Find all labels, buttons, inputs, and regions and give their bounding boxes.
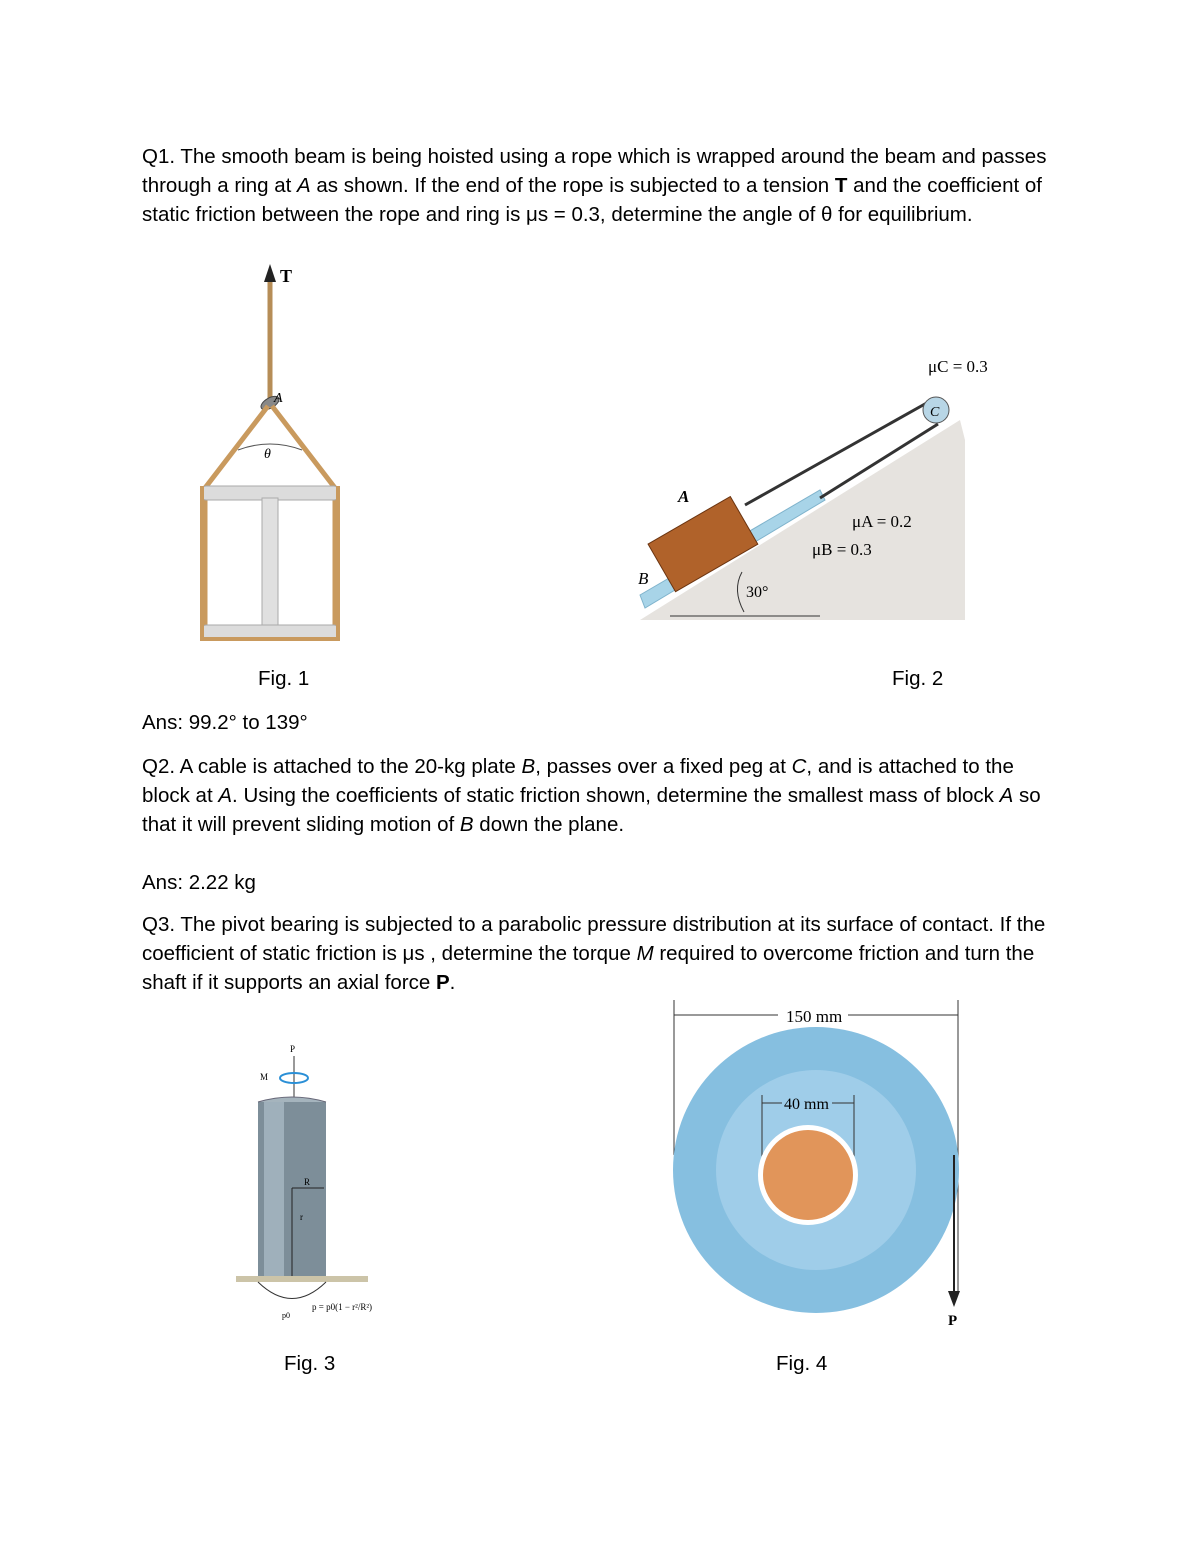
fig3-formula: p = p0(1 − r²/R²) xyxy=(312,1302,373,1312)
fig3-label-M: M xyxy=(260,1072,269,1082)
fig2-label-C: C xyxy=(930,405,940,420)
q1-tension-symbol: T xyxy=(834,174,848,197)
fig4-caption: Fig. 4 xyxy=(776,1352,828,1375)
answer-1: Ans: 99.2° to 139° xyxy=(142,711,308,734)
fig2-label-B: B xyxy=(638,569,649,588)
q1-ring-label: A xyxy=(297,174,311,197)
fig3-label-r: r xyxy=(300,1212,303,1222)
fig2-caption: Fig. 2 xyxy=(892,667,944,690)
q1-text: Q1. The smooth beam is being hoisted using a rope which is wrapped around the beam and passes through a ring at xyxy=(142,145,1047,197)
q3-label-p: P xyxy=(435,971,450,994)
q2-label-a: A xyxy=(218,784,233,807)
question-1 xyxy=(142,142,1062,229)
q3-text: required to overcome friction and turn the shaft if it supports an axial force xyxy=(142,942,1035,994)
fig3-caption: Fig. 3 xyxy=(284,1352,336,1375)
q2-text: , passes over a fixed peg at xyxy=(535,755,792,778)
figure-4-disk xyxy=(670,995,970,1335)
fig2-angle: 30° xyxy=(746,584,769,601)
fig3-label-R: R xyxy=(304,1177,311,1187)
q3-label-m: M xyxy=(636,942,654,965)
q3-text: . xyxy=(449,971,456,994)
q2-text: so that it will prevent sliding motion of xyxy=(142,784,1041,836)
figure-2-incline xyxy=(620,350,1000,630)
q1-text: as shown. If the end of the rope is subjected to a tension xyxy=(310,174,835,197)
question-3 xyxy=(142,910,1062,997)
figure-3-pivot-bearing xyxy=(228,1040,408,1330)
q1-text: and the coefficient of static friction between the rope and ring is μs = 0.3, determine the angle of θ for equilibrium. xyxy=(142,174,1042,226)
fig4-label-P: P xyxy=(948,1313,958,1329)
fig3-label-p0: p0 xyxy=(282,1311,290,1320)
q2-label-a: A xyxy=(999,784,1014,807)
fig4-dim-outer: 150 mm xyxy=(786,1007,843,1026)
q2-label-b: B xyxy=(459,813,474,836)
fig1-label-A: A xyxy=(274,391,283,406)
q3-text: Q3. The pivot bearing is subjected to a parabolic pressure distribution at its surface of contact. If the coefficient of static friction is μs , determine the torque xyxy=(142,913,1046,965)
q2-label-b: B xyxy=(521,755,536,778)
q2-text: , and is attached to the block at xyxy=(142,755,1014,807)
fig2-mu-A: μA = 0.2 xyxy=(852,512,912,531)
fig1-label-theta: θ xyxy=(264,447,271,462)
fig3-label-P: P xyxy=(290,1044,296,1054)
q2-text: Q2. A cable is attached to the 20-kg plate xyxy=(142,755,522,778)
q2-text: . Using the coefficients of static friction shown, determine the smallest mass of block xyxy=(232,784,1000,807)
fig4-dim-inner: 40 mm xyxy=(784,1096,829,1113)
fig1-caption: Fig. 1 xyxy=(258,667,310,690)
fig2-mu-C: μC = 0.3 xyxy=(928,357,988,376)
q2-text: down the plane. xyxy=(473,813,625,836)
figure-1-beam-hoist xyxy=(190,260,360,660)
fig2-label-A: A xyxy=(678,487,690,506)
question-2 xyxy=(142,752,1062,839)
fig2-mu-B: μB = 0.3 xyxy=(812,540,872,559)
answer-2: Ans: 2.22 kg xyxy=(142,871,256,894)
q2-label-c: C xyxy=(791,755,807,778)
fig1-label-T: T xyxy=(280,266,293,286)
